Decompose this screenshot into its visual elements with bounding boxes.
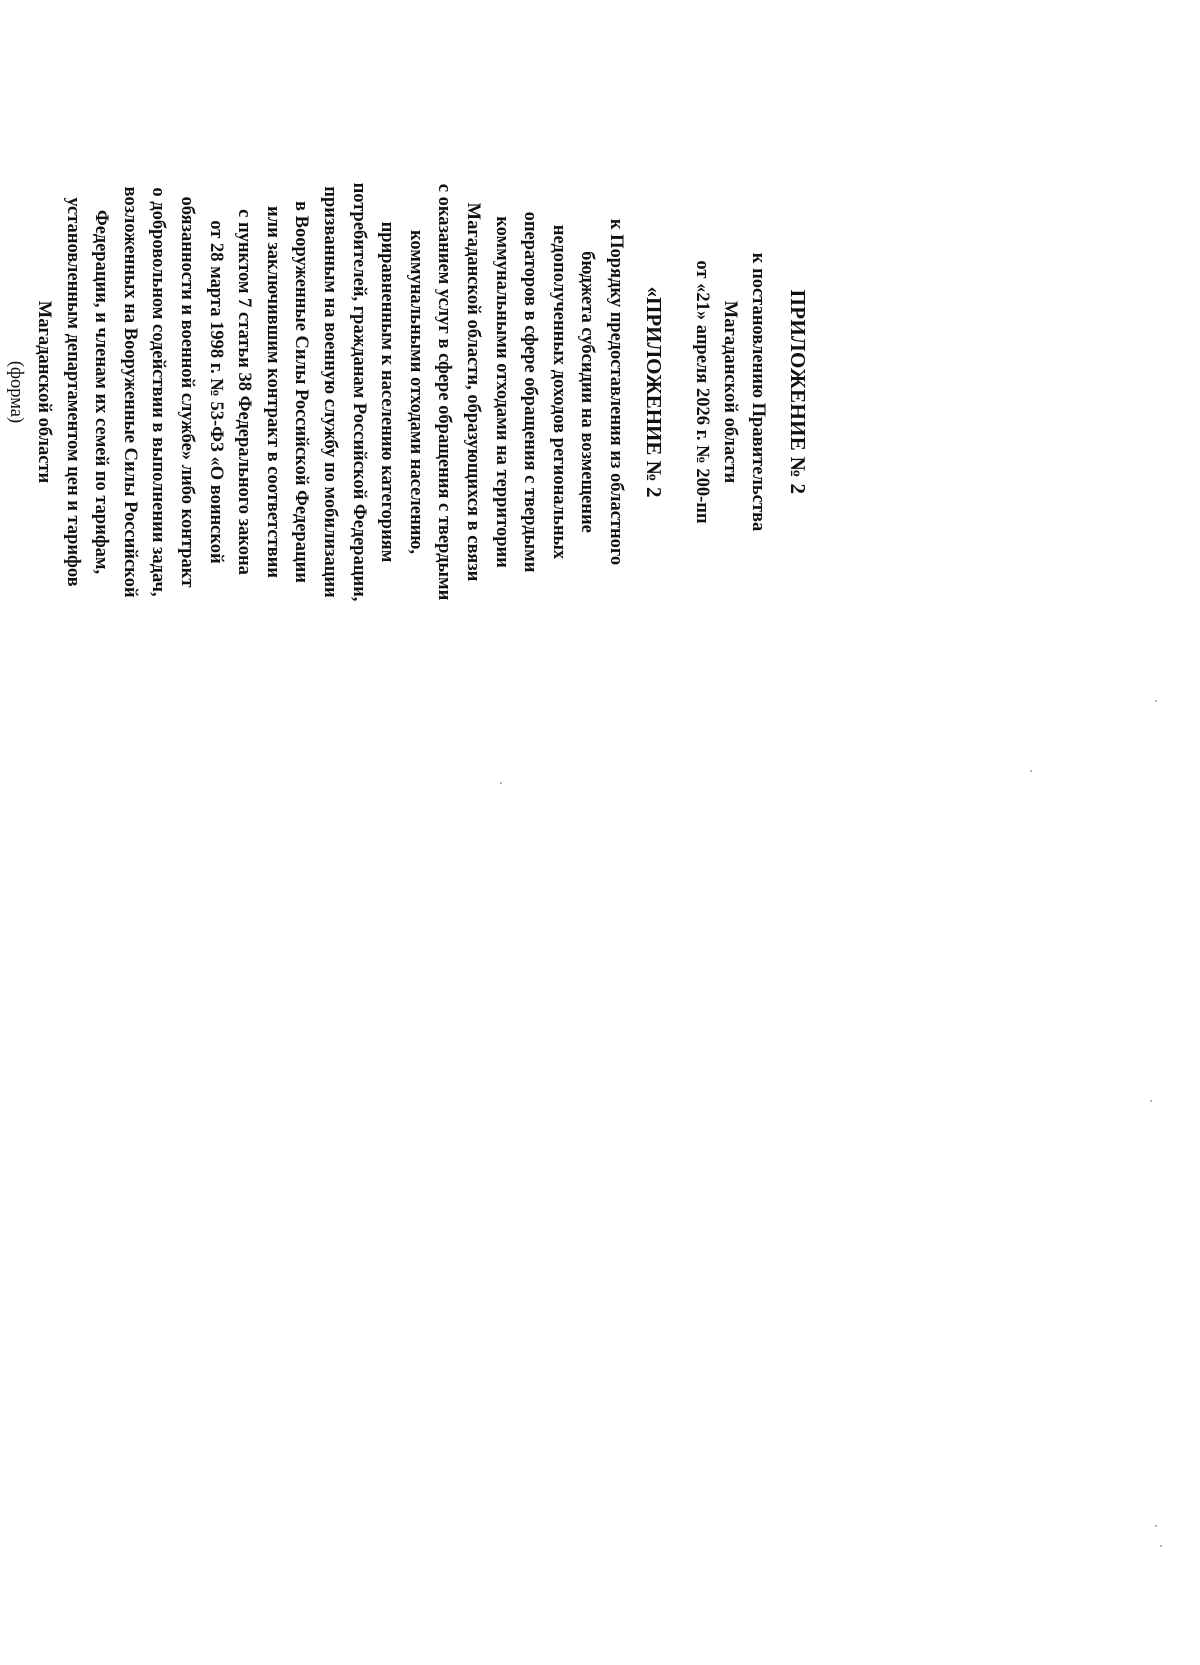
inner-appendix-line: приравненным к населению категориям [377,221,398,563]
inner-appendix-line: коммунальными отходами населению, [405,229,426,555]
form-label: (форма) [5,360,26,424]
inner-appendix-line: возложенных на Вооруженные Силы Российской [119,186,140,598]
rotated-page-content [5,95,830,690]
inner-appendix-line: призванным на военную службу по мобилизации [320,186,341,598]
inner-appendix-line: Федерации, и членам их семей по тарифам, [91,209,112,575]
inner-appendix [2,95,668,690]
inner-appendix-line: установленным департаментом цен и тарифов [62,197,83,587]
appendix-title: ПРИЛОЖЕНИЕ № 2 [786,289,810,495]
scan-speck [1155,700,1157,702]
inner-appendix-line: от 28 марта 1998 г. № 53-ФЗ «О воинской [205,220,226,564]
scan-speck [1160,1545,1162,1547]
appendix-line: к постановлению Правительства [748,252,768,532]
inner-appendix-line: Магаданской области, образующихся в связи [463,202,484,582]
inner-appendix-line: операторов в сфере обращения с твердыми [520,211,541,573]
inner-appendix-line: потребителей, гражданам Российской Федерации, [348,182,369,602]
appendix-header [688,95,812,690]
scan-speck [1155,1525,1157,1527]
inner-appendix-line: с пунктом 7 статьи 38 Федерального закона [234,209,255,575]
inner-appendix-line: в Вооруженные Силы Российской Федерации [291,201,312,583]
inner-appendix-line: коммунальными отходами на территории [491,216,512,568]
appendix-line: от «21» апреля 2026 г. № 200-пп [692,260,712,524]
scan-speck [1150,1100,1152,1102]
inner-appendix-title: «ПРИЛОЖЕНИЕ № 2 [642,286,666,498]
inner-appendix-line: к Порядку предоставления из областного [606,218,626,566]
inner-appendix-text [2,95,630,690]
inner-appendix-line: или заключившим контракт в соответствии [262,206,283,578]
scan-speck [500,782,502,784]
inner-appendix-line: о добровольном содействии в выполнении задач, [148,187,169,597]
inner-appendix-line: Магаданской области [34,300,55,484]
inner-appendix-line: с оказанием услуг в сфере обращения с твердыми [434,183,455,601]
appendix-subtitle [688,95,772,690]
inner-appendix-line: недополученных доходов региональных [548,224,569,560]
scan-speck [1030,770,1032,772]
inner-appendix-line: бюджета субсидии на возмещение [577,251,598,533]
inner-appendix-line: обязанности и военной службе» либо контракт [177,196,198,588]
appendix-line: Магаданской области [720,300,740,484]
